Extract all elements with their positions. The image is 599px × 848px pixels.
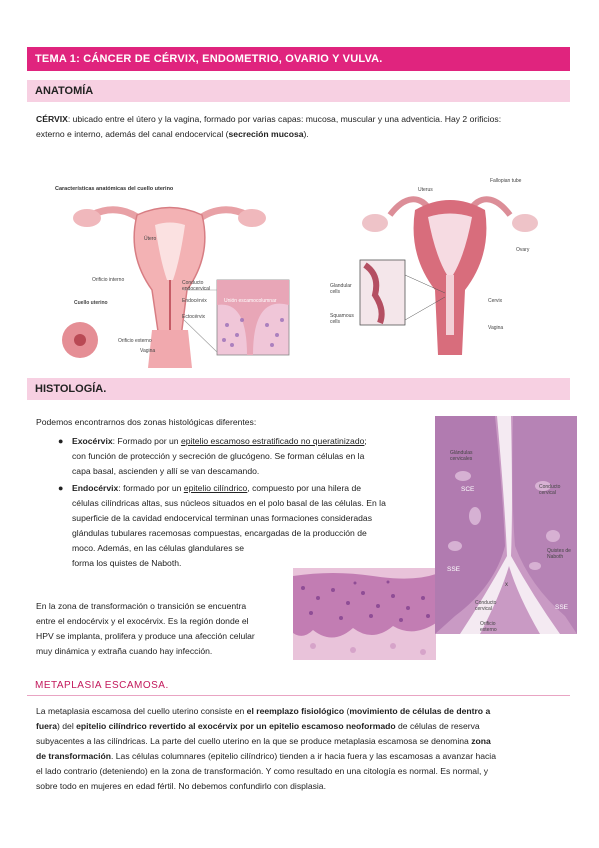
bullet-icon: ● (58, 436, 64, 446)
label-vagina: Vagina (140, 348, 156, 354)
label-sse-right: SSE (555, 604, 569, 611)
label-fallopian-tube: Fallopian tube (490, 178, 522, 184)
cervical-canal-micrograph (435, 416, 577, 634)
figure1-title: Características anatómicas del cuello uterino (55, 186, 174, 192)
label-orificio-externo: Orificio externo (118, 338, 152, 344)
meta-p3: subyacentes a las cilíndricas. La parte del cuello uterino en la que se produce metaplasia escamosa se denomina (36, 736, 472, 746)
meta-p4-a: de transformación (36, 751, 111, 761)
cervix-anatomy-illustration (52, 180, 292, 370)
cervix-term: CÉRVIX (36, 114, 68, 124)
label-conducto-cervical: Conducto cervical (539, 484, 561, 496)
meta-p1-a: La metaplasia escamosa del cuello uterino consiste en (36, 706, 247, 716)
exo-text-1: : Formado por un (112, 436, 181, 446)
meta-p2-d: de células de reserva (395, 721, 480, 731)
label-ectocervix: Ectocérvix (182, 314, 206, 320)
zona-line-4: muy dinámica y extraña cuando hay infección. (36, 646, 213, 656)
zona-line-2: entre el endocérvix y el exocérvix. Es la región donde el (36, 616, 249, 626)
exocervix-term: Exocérvix (72, 436, 113, 446)
label-conducto-endocervical: Conducto endocervical (182, 280, 211, 292)
label-ovary: Ovary (516, 247, 530, 253)
endo-line-4: glándulas tubulares racemosas compuestas, encargadas de la producción de (72, 528, 367, 538)
label-x: x (505, 582, 508, 588)
histologia-intro: Podemos encontrarnos dos zonas histológicas diferentes: (36, 417, 257, 427)
endocervix-term: Endocérvix (72, 483, 119, 493)
endo-text-2: , compuesto por una hilera de (247, 483, 362, 493)
endo-line-5: moco. Además, en las células glandulares se (72, 543, 244, 553)
endo-line-6: forma los quistes de Naboth. (72, 558, 182, 568)
uterus-diagram-figure (320, 175, 560, 355)
meta-p1-c: ( (344, 706, 350, 716)
cervix-text-3: ). (303, 129, 309, 139)
label-conducto-cervical-bottom: Conducto cervical (475, 600, 497, 612)
endocervix-item (58, 481, 427, 571)
endo-line-3: superficie de la cavidad endocervical terminan unas formaciones consideradas (72, 513, 372, 523)
label-orificio-externo-histo: Orificio externo (480, 621, 497, 633)
endo-line-2: células cilíndricas altas, sus núcleos situados en el polo basal de las células. En la (72, 498, 386, 508)
label-uterus: Uterus (418, 187, 433, 193)
meta-p2-b: ) del (57, 721, 77, 731)
label-union-escamocolumnar: Unión escamocolumnar (224, 298, 277, 304)
cervix-anatomy-figure (52, 180, 292, 370)
exocervix-item (58, 434, 427, 479)
epithelium-image (293, 568, 436, 660)
bullet-icon: ● (58, 483, 64, 493)
uterus-illustration (320, 175, 560, 355)
section-heading-histologia: HISTOLOGÍA. (27, 378, 570, 400)
label-glandular-cells: Glandular cells (330, 283, 352, 295)
epithelium-micrograph (293, 568, 436, 660)
meta-p4-b: . Las células columnares (epitelio cilíndrico) tienden a ir hacia fuera y las escamosas a avanzar hacia (110, 751, 496, 761)
meta-p2-c: epitelio cilíndrico revertido al exocérvix por un epitelio escamoso neoformado (76, 721, 396, 731)
secrecion-mucosa: secreción mucosa (228, 129, 304, 139)
cervix-text-2: externo e interno, además del canal endocervical ( (36, 129, 229, 139)
label-glandulas: Glándulas cervicales (450, 450, 473, 462)
meta-p6: sobre todo en mujeres en edad fértil. No debemos confundirlo con displasia. (36, 781, 326, 791)
metaplasia-paragraph (36, 704, 566, 794)
meta-p1-d: movimiento de células de dentro a (349, 706, 491, 716)
label-quistes-naboth: Quistes de Naboth (547, 548, 571, 560)
meta-p3-b: zona (471, 736, 491, 746)
cervix-text-1: : ubicado entre el útero y la vagina, formado por varias capas: mucosa, muscular y una adventicia. Hay 2 orificios: (67, 114, 502, 124)
meta-p2-a: fuera (36, 721, 58, 731)
section-heading-metaplasia: METAPLASIA ESCAMOSA. (27, 676, 570, 696)
label-squamous-cells: Squamous cells (330, 313, 354, 325)
endo-underlined: epitelio cilíndrico (183, 483, 248, 493)
label-sce: SCE (461, 486, 475, 493)
cervix-paragraph (36, 112, 566, 142)
label-vagina-2: Vagina (488, 325, 504, 331)
zona-line-1: En la zona de transformación o transición se encuentra (36, 601, 247, 611)
cervical-canal-image (435, 416, 577, 634)
label-cuello-uterino: Cuello uterino (74, 300, 108, 306)
label-cervix: Cervix (488, 298, 503, 304)
label-sse-left: SSE (447, 566, 461, 573)
exo-line-2: con función de protección y secreción de glucógeno. Se forman células en la (72, 451, 365, 461)
exo-text-2: ; (364, 436, 367, 446)
endo-text-1: : formado por un (118, 483, 184, 493)
section-heading-anatomia: ANATOMÍA (27, 80, 570, 102)
zona-line-3: HPV se implanta, prolifera y produce una afección celular (36, 631, 255, 641)
label-orificio-interno: Orificio interno (92, 277, 125, 283)
exo-line-3: capa basal, ascienden y allí se van descamando. (72, 466, 260, 476)
label-endocervix: Endocérvix (182, 298, 207, 304)
zona-transformacion-paragraph (36, 599, 286, 659)
page-title: TEMA 1: CÁNCER DE CÉRVIX, ENDOMETRIO, OVARIO Y VULVA. (27, 47, 570, 71)
meta-p1-b: el reemplazo fisiológico (246, 706, 345, 716)
label-utero: Útero (144, 236, 157, 242)
exo-underlined: epitelio escamoso estratificado no queratinizado (180, 436, 365, 446)
meta-p5: el lado contrario (deteniendo) en la zona de transformación. Y como resultado en una citología es normal. Es normal, y (36, 766, 489, 776)
